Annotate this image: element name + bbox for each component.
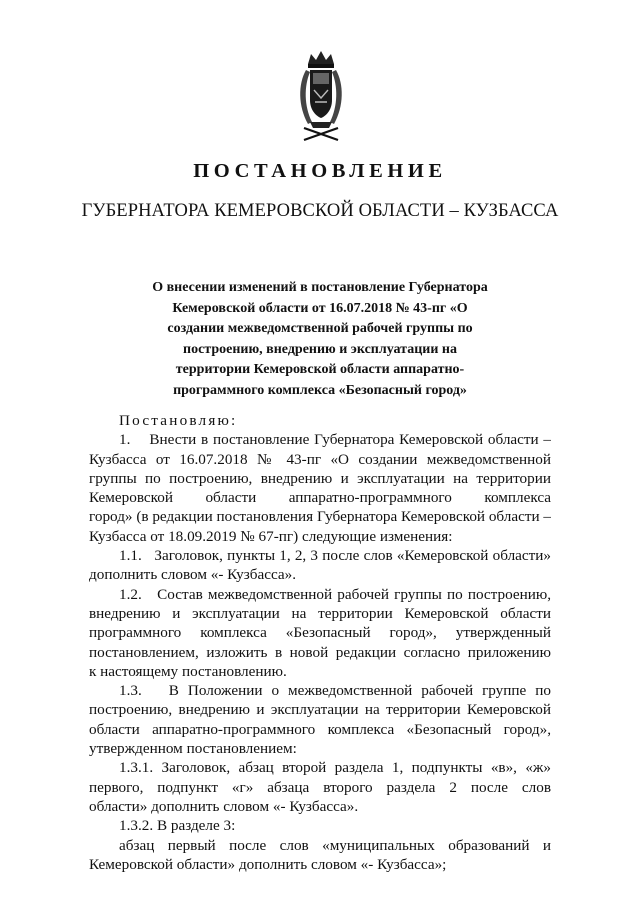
body-line: город» (в редакции постановления Губернатора Кемеровской области – xyxy=(89,508,551,526)
document-title xyxy=(120,278,520,401)
title-line: Кемеровской области от 16.07.2018 № 43-пг «О xyxy=(172,300,468,316)
body-line: 1. Внести в постановление Губернатора Кемеровской области – xyxy=(119,431,551,449)
body-line: Кузбасса от 18.09.2019 № 67-пг) следующие изменения: xyxy=(89,527,453,545)
body-line: группы по построению, внедрению и эксплуатации на территории xyxy=(89,469,551,487)
coat-of-arms-emblem xyxy=(296,48,346,144)
body-line: первого, подпункт «г» абзаца второго раздела 2 после слов xyxy=(89,778,551,796)
body-line: области» дополнить словом «- Кузбасса». xyxy=(89,797,359,815)
title-line: создании межведомственной рабочей группы по xyxy=(167,321,473,336)
body-line: 1.3. В Положении о межведомственной рабочей группе по xyxy=(119,682,551,700)
body-line: Кузбасса от 16.07.2018 № 43-пг «О создании межведомственной xyxy=(89,450,551,468)
document-type-heading: ПОСТАНОВЛЕНИЕ xyxy=(193,160,447,182)
title-line: построению, внедрению и эксплуатации на xyxy=(183,341,457,357)
body-line: 1.3.2. В разделе 3: xyxy=(119,817,236,835)
body-line: программного комплекса «Безопасный город», утвержденный xyxy=(89,624,551,642)
body-line: построению, внедрению и эксплуатации на территории Кемеровской xyxy=(89,701,551,719)
body-line: утвержденном постановлением: xyxy=(89,740,297,758)
body-line: постановлением, изложить в новой редакции согласно приложению xyxy=(89,643,551,661)
body-line: внедрению и эксплуатации на территории Кемеровской области xyxy=(89,604,551,622)
body-line: к настоящему постановлению. xyxy=(89,662,287,680)
body-line: Кемеровской области» дополнить словом «- Кузбасса»; xyxy=(89,855,447,873)
body-line: Кемеровской области аппаратно-программного комплекса xyxy=(89,489,551,507)
title-line: О внесении изменений в постановление Губернатора xyxy=(152,280,488,295)
body-line: 1.1. Заголовок, пункты 1, 2, 3 после слов «Кемеровской области» xyxy=(119,547,551,565)
body-line: области аппаратно-программного комплекса «Безопасный город», xyxy=(89,720,551,738)
body-line: абзац первый после слов «муниципальных образований и xyxy=(119,836,551,854)
decree-word: Постановляю: xyxy=(119,412,238,429)
body-line: дополнить словом «- Кузбасса». xyxy=(89,566,297,584)
title-line: программного комплекса «Безопасный город» xyxy=(173,382,467,398)
document-body xyxy=(89,411,551,874)
body-line: 1.2. Состав межведомственной рабочей группы по построению, xyxy=(119,585,551,603)
body-line: 1.3.1. Заголовок, абзац второй раздела 1, подпункты «в», «ж» xyxy=(119,759,551,777)
issuing-authority: ГУБЕРНАТОРА КЕМЕРОВСКОЙ ОБЛАСТИ – КУЗБАССА xyxy=(81,201,559,221)
title-line: территории Кемеровской области аппаратно- xyxy=(175,362,465,377)
